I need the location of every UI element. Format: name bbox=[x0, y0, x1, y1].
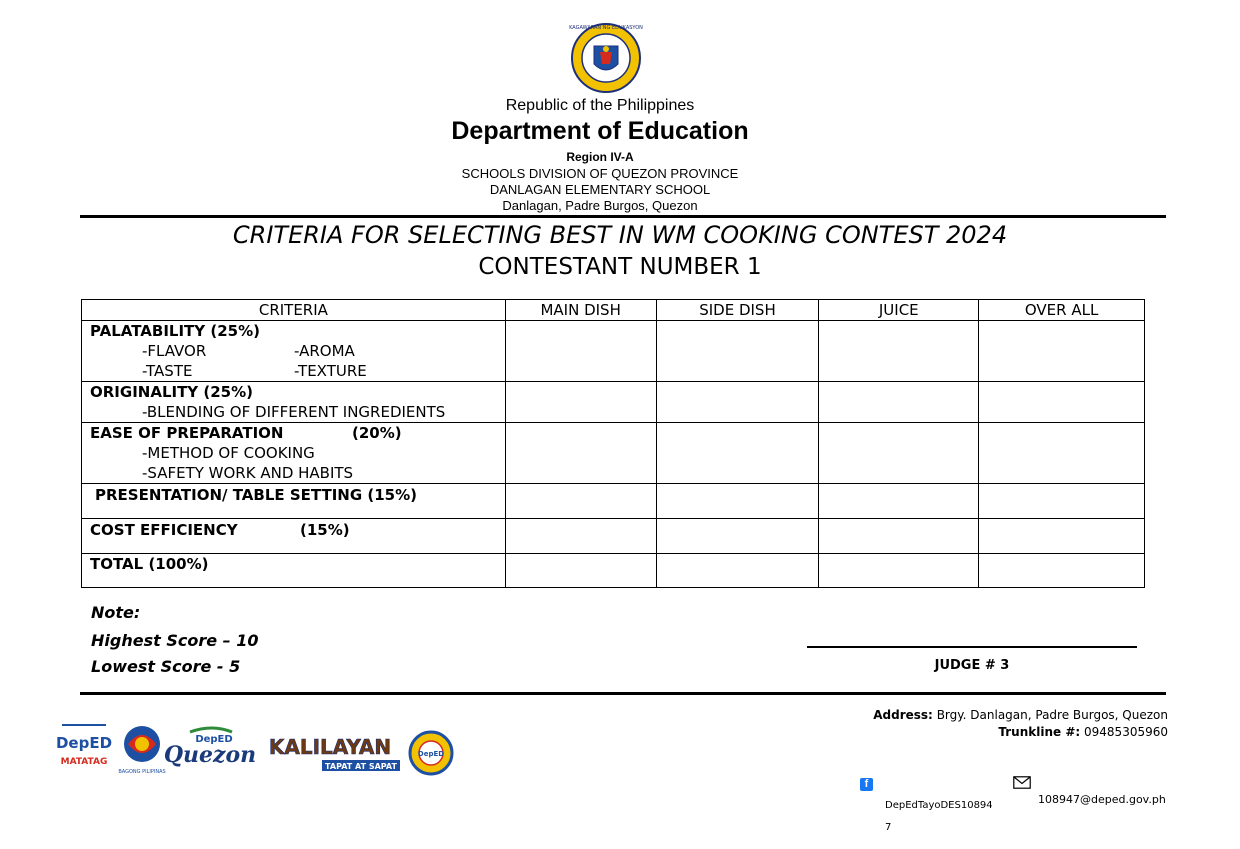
seal-text: KAGAWARAN NG EDUKASYON bbox=[569, 25, 643, 31]
score-cell[interactable] bbox=[656, 554, 819, 588]
criteria-cell bbox=[82, 554, 506, 588]
school-seal-logo bbox=[408, 730, 454, 776]
table-row bbox=[82, 423, 1145, 484]
sub-criteria: -METHOD OF COOKING bbox=[142, 444, 315, 462]
deped-seal-logo bbox=[570, 20, 642, 98]
header-side-dish: SIDE DISH bbox=[656, 300, 819, 321]
note-lowest-score: Lowest Score - 5 bbox=[91, 657, 241, 676]
tapat-at-sapat-text: TAPAT AT SAPAT bbox=[325, 762, 397, 771]
criteria-title: EASE OF PREPARATION bbox=[90, 424, 284, 442]
criteria-title: PRESENTATION/ TABLE SETTING (15%) bbox=[95, 486, 418, 504]
contestant-number: CONTESTANT NUMBER 1 bbox=[478, 254, 762, 280]
email-link[interactable]: 108947@deped.gov.ph bbox=[1038, 793, 1166, 806]
header-divider bbox=[80, 215, 1166, 218]
footer-address bbox=[873, 708, 1168, 722]
score-cell[interactable] bbox=[819, 321, 979, 382]
division-heading: SCHOOLS DIVISION OF QUEZON PROVINCE bbox=[461, 166, 739, 181]
sub-criteria: -TEXTURE bbox=[294, 362, 367, 380]
deped-logo-text: DepED bbox=[55, 734, 113, 752]
trunkline-label: Trunkline #: bbox=[998, 725, 1081, 739]
score-cell[interactable] bbox=[656, 484, 819, 519]
criteria-percent: (20%) bbox=[352, 424, 402, 442]
deped-quezon-small-text: DepED bbox=[195, 734, 233, 745]
deped-quezon-logo bbox=[163, 726, 257, 770]
header-criteria: CRITERIA bbox=[82, 300, 506, 321]
score-cell[interactable] bbox=[505, 382, 656, 423]
facebook-page-link[interactable]: DepEdTayoDES108947 bbox=[885, 800, 993, 833]
score-cell[interactable] bbox=[979, 519, 1145, 554]
trunkline-value: 09485305960 bbox=[1084, 725, 1168, 739]
score-cell[interactable] bbox=[656, 519, 819, 554]
school-location: Danlagan, Padre Burgos, Quezon bbox=[502, 198, 698, 213]
criteria-title: TOTAL (100%) bbox=[90, 555, 209, 573]
score-cell[interactable] bbox=[505, 519, 656, 554]
criteria-cell bbox=[82, 423, 506, 484]
matatag-logo-text: MATATAG bbox=[60, 757, 108, 767]
score-cell[interactable] bbox=[979, 423, 1145, 484]
address-value: Brgy. Danlagan, Padre Burgos, Quezon bbox=[936, 708, 1168, 722]
score-cell[interactable] bbox=[656, 321, 819, 382]
criteria-title: COST EFFICIENCY bbox=[90, 521, 238, 539]
score-cell[interactable] bbox=[819, 519, 979, 554]
score-cell[interactable] bbox=[656, 382, 819, 423]
criteria-cell bbox=[82, 484, 506, 519]
bagong-pilipinas-logo bbox=[118, 722, 166, 776]
criteria-cell bbox=[82, 382, 506, 423]
note-label: Note: bbox=[91, 603, 141, 622]
table-row bbox=[82, 321, 1145, 382]
table-row bbox=[82, 484, 1145, 519]
criteria-title: PALATABILITY (25%) bbox=[90, 322, 260, 340]
table-row bbox=[82, 519, 1145, 554]
footer-trunkline bbox=[998, 725, 1168, 739]
table-row bbox=[82, 554, 1145, 588]
kalilayan-logo bbox=[258, 734, 402, 774]
score-cell[interactable] bbox=[819, 484, 979, 519]
score-cell[interactable] bbox=[819, 382, 979, 423]
department-heading: Department of Education bbox=[451, 117, 749, 145]
criteria-title: ORIGINALITY (25%) bbox=[90, 383, 254, 401]
sub-criteria: -BLENDING OF DIFFERENT INGREDIENTS bbox=[142, 403, 446, 421]
score-cell[interactable] bbox=[819, 554, 979, 588]
criteria-cell bbox=[82, 519, 506, 554]
sub-criteria: -TASTE bbox=[142, 362, 193, 380]
table-header-row bbox=[82, 300, 1145, 321]
header-juice: JUICE bbox=[819, 300, 979, 321]
quezon-logo-text: Quezon bbox=[163, 742, 257, 768]
score-cell[interactable] bbox=[656, 423, 819, 484]
bagong-pilipinas-text: BAGONG PILIPINAS bbox=[118, 769, 166, 775]
score-cell[interactable] bbox=[505, 423, 656, 484]
address-label: Address: bbox=[873, 708, 933, 722]
score-cell[interactable] bbox=[505, 484, 656, 519]
republic-heading: Republic of the Philippines bbox=[505, 97, 695, 114]
sub-criteria: -SAFETY WORK AND HABITS bbox=[142, 464, 354, 482]
school-seal-text: DepED bbox=[417, 750, 445, 758]
header-over-all: OVER ALL bbox=[979, 300, 1145, 321]
region-heading: Region IV-A bbox=[566, 150, 634, 164]
mail-icon[interactable] bbox=[1013, 776, 1031, 789]
school-heading: DANLAGAN ELEMENTARY SCHOOL bbox=[489, 182, 711, 197]
score-cell[interactable] bbox=[505, 554, 656, 588]
table-row bbox=[82, 382, 1145, 423]
criteria-cell bbox=[82, 321, 506, 382]
score-cell[interactable] bbox=[979, 382, 1145, 423]
note-highest-score: Highest Score – 10 bbox=[91, 631, 259, 650]
facebook-icon[interactable]: f bbox=[860, 778, 873, 791]
score-cell[interactable] bbox=[979, 484, 1145, 519]
score-cell[interactable] bbox=[979, 321, 1145, 382]
footer-divider bbox=[80, 692, 1166, 695]
criteria-table bbox=[81, 299, 1145, 588]
kalilayan-logo-text: KALILAYAN bbox=[268, 735, 392, 759]
score-cell[interactable] bbox=[819, 423, 979, 484]
deped-matatag-logo bbox=[55, 724, 113, 772]
sub-criteria: -FLAVOR bbox=[142, 342, 207, 360]
document-title: CRITERIA FOR SELECTING BEST IN WM COOKING CONTEST 2024 bbox=[232, 221, 1008, 249]
sub-criteria: -AROMA bbox=[294, 342, 355, 360]
criteria-percent: (15%) bbox=[300, 521, 350, 539]
signature-line bbox=[807, 646, 1137, 648]
score-cell[interactable] bbox=[505, 321, 656, 382]
score-cell[interactable] bbox=[979, 554, 1145, 588]
header-main-dish: MAIN DISH bbox=[505, 300, 656, 321]
judge-label: JUDGE # 3 bbox=[934, 658, 1010, 673]
